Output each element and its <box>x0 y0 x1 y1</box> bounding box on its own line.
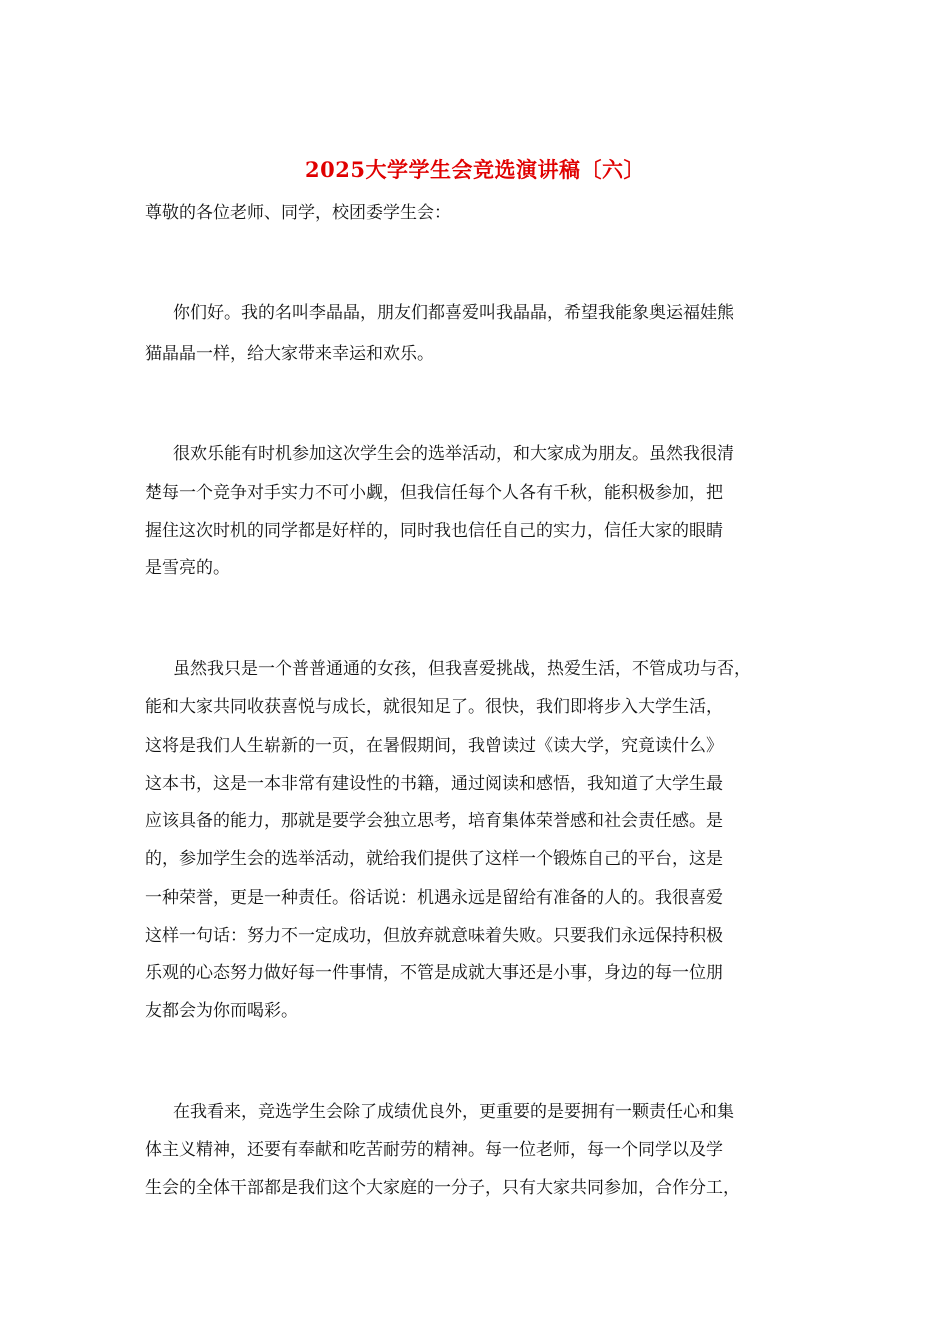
paragraph-4-line-2: 体主义精神，还要有奉献和吃苦耐劳的精神。每一位老师，每一个同学以及学 <box>145 1140 723 1160</box>
paragraph-2-line-4: 是雪亮的。 <box>145 558 230 578</box>
paragraph-3-line-10: 友都会为你而喝彩。 <box>145 1001 298 1021</box>
paragraph-2-line-1: 很欢乐能有时机参加这次学生会的选举活动，和大家成为朋友。虽然我很清 <box>173 444 734 464</box>
paragraph-1-line-2: 猫晶晶一样，给大家带来幸运和欢乐。 <box>145 344 434 364</box>
paragraph-3-line-5: 应该具备的能力，那就是要学会独立思考，培育集体荣誉感和社会责任感。是 <box>145 811 723 831</box>
paragraph-4-line-1: 在我看来，竞选学生会除了成绩优良外，更重要的是要拥有一颗责任心和集 <box>173 1102 734 1122</box>
paragraph-2-line-3: 握住这次时机的同学都是好样的，同时我也信任自己的实力，信任大家的眼睛 <box>145 521 723 541</box>
paragraph-2-line-2: 楚每一个竞争对手实力不可小觑，但我信任每个人各有千秋，能积极参加，把 <box>145 483 723 503</box>
paragraph-1-line-1: 你们好。我的名叫李晶晶，朋友们都喜爱叫我晶晶，希望我能象奥运福娃熊 <box>173 303 734 323</box>
paragraph-3-line-7: 一种荣誉，更是一种责任。俗话说：机遇永远是留给有准备的人的。我很喜爱 <box>145 888 723 908</box>
paragraph-3-line-1: 虽然我只是一个普普通通的女孩，但我喜爱挑战，热爱生活，不管成功与否， <box>173 659 751 679</box>
paragraph-3-line-4: 这本书，这是一本非常有建设性的书籍，通过阅读和感悟，我知道了大学生最 <box>145 774 723 794</box>
paragraph-3-line-2: 能和大家共同收获喜悦与成长，就很知足了。很快，我们即将步入大学生活， <box>145 697 723 717</box>
paragraph-4-line-3: 生会的全体干部都是我们这个大家庭的一分子，只有大家共同参加，合作分工， <box>145 1178 740 1198</box>
document-title: 2025大学学生会竞选演讲稿〔六〕 <box>305 157 645 182</box>
paragraph-3-line-6: 的，参加学生会的选举活动，就给我们提供了这样一个锻炼自己的平台，这是 <box>145 849 723 869</box>
paragraph-3-line-3: 这将是我们人生崭新的一页，在暑假期间，我曾读过《读大学，究竟读什么》 <box>145 736 723 756</box>
paragraph-3-line-8: 这样一句话：努力不一定成功，但放弃就意味着失败。只要我们永远保持积极 <box>145 926 723 946</box>
salutation: 尊敬的各位老师、同学，校团委学生会： <box>145 203 451 223</box>
paragraph-3-line-9: 乐观的心态努力做好每一件事情，不管是成就大事还是小事，身边的每一位朋 <box>145 963 723 983</box>
